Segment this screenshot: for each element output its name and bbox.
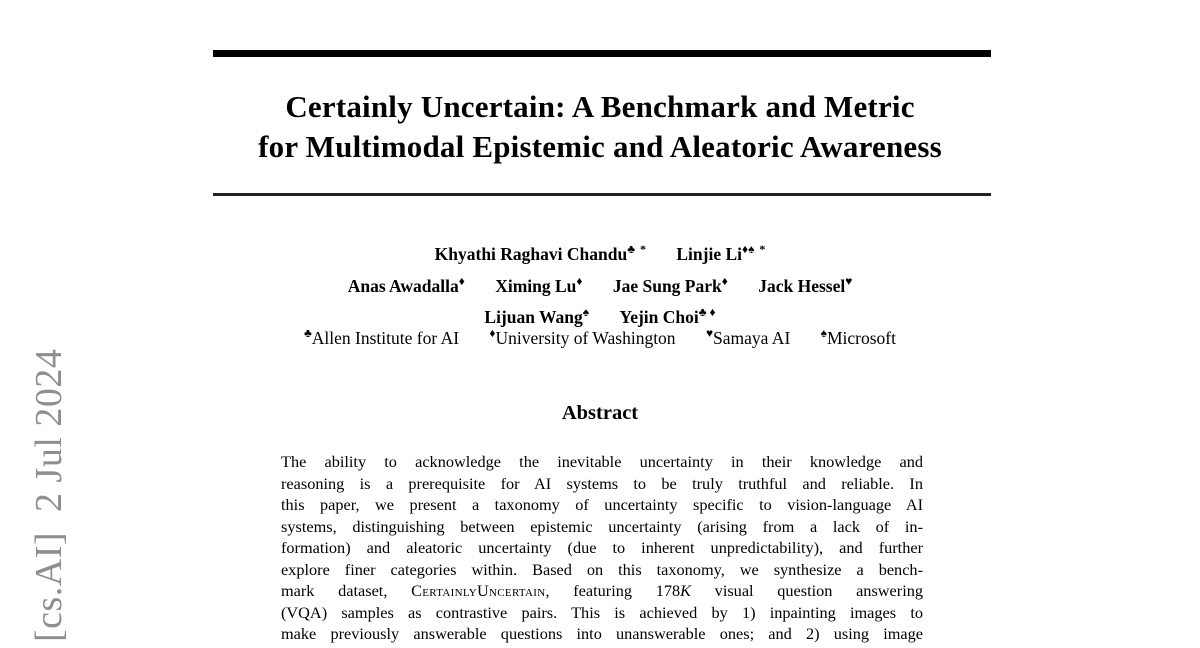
author-name: Anas Awadalla (347, 275, 459, 296)
affiliation-name: University of Washington (495, 327, 676, 348)
author (484, 307, 589, 327)
author (612, 273, 728, 296)
affiliation-item (821, 328, 896, 348)
abstract-line-dataset (281, 580, 923, 602)
abstract-line: (VQA) samples as contrastive pairs. This is achieved by 1) inpainting images to (281, 602, 923, 622)
abstract-line: formation) and aleatoric uncertainty (due to inherent unpredictability), and further (281, 538, 923, 557)
affiliation-symbol: ♦ (489, 326, 496, 340)
affiliation-symbol: ♥ (705, 326, 713, 340)
author (676, 244, 765, 264)
abstract-line: explore finer categories within. Based on this taxonomy, we synthesize a bench- (281, 559, 923, 579)
author-block (0, 236, 1200, 331)
abstract-line: make previously answerable questions into unanswerable ones; and 2) using image (281, 624, 923, 643)
author (347, 273, 465, 296)
abstract-paragraph (281, 451, 923, 645)
abstract-line: this paper, we present a taxonomy of uncertainty specific to vision-language AI (281, 495, 923, 514)
author-name: Jack Hessel (758, 275, 846, 296)
author-affiliation-symbol: ♥ (845, 273, 853, 288)
author (620, 307, 716, 327)
author-affiliation-symbol: ♣ (627, 242, 636, 256)
author-affiliation-symbol: ♦ (458, 273, 465, 288)
author-row (0, 268, 1200, 300)
author-equal-contribution-asterisk: * (759, 242, 766, 256)
author-name: Ximing Lu (495, 275, 577, 296)
abstract-line: systems, distinguishing between epistemic uncertainty (arising from a lack of in- (281, 516, 923, 536)
arxiv-stamp: [cs.AI] 2 Jul 2024 (28, 348, 70, 642)
affiliation-name: Allen Institute for AI (311, 327, 460, 348)
paper-title (100, 87, 1100, 167)
paper-title-line1: Certainly Uncertain: A Benchmark and Metric (285, 89, 915, 124)
paper-title-line2: for Multimodal Epistemic and Aleatoric Awareness (258, 129, 942, 164)
top-rule (213, 50, 991, 57)
abstract-text: visual question answering (691, 581, 923, 600)
affiliation-name: Samaya AI (713, 327, 791, 348)
author-name: Lijuan Wang (484, 307, 583, 328)
affiliation-item (304, 328, 459, 348)
author-affiliation-symbol: ♠ (582, 305, 590, 320)
affiliation-item (706, 328, 790, 348)
abstract-line: The ability to acknowledge the inevitable uncertainty in their knowledge and (281, 452, 923, 471)
abstract-heading: Abstract (561, 402, 639, 424)
author (495, 273, 583, 296)
title-separator-rule (213, 193, 991, 196)
author (435, 244, 646, 264)
author-equal-contribution-asterisk: * (640, 242, 646, 256)
affiliation-item (489, 328, 675, 348)
author-row (0, 236, 1200, 268)
author-affiliation-symbol: ♣ ♦ (698, 305, 716, 320)
author-name: Jae Sung Park (612, 275, 722, 296)
affiliation-row (0, 326, 1200, 349)
author (758, 273, 853, 296)
abstract-text: mark dataset, (281, 581, 412, 600)
affiliation-symbol: ♠ (820, 326, 827, 340)
author-name: Yejin Choi (619, 307, 699, 328)
author-name: Khyathi Raghavi Chandu (434, 243, 628, 264)
affiliation-name: Microsoft (826, 327, 897, 348)
abstract-line: reasoning is a prerequisite for AI systems to be truly truthful and reliable. In (281, 473, 923, 493)
dataset-name: CertainlyUncertain (411, 581, 546, 600)
abstract-text: , featuring 178 (545, 581, 681, 600)
affiliation-symbol: ♣ (303, 326, 312, 340)
author-affiliation-symbol: ♦ (721, 273, 728, 288)
dataset-size-k: K (680, 581, 691, 600)
author-affiliation-symbol: ♦♠ (742, 242, 755, 256)
author-name: Linjie Li (676, 243, 742, 264)
author-affiliation-symbol: ♦ (576, 273, 583, 288)
